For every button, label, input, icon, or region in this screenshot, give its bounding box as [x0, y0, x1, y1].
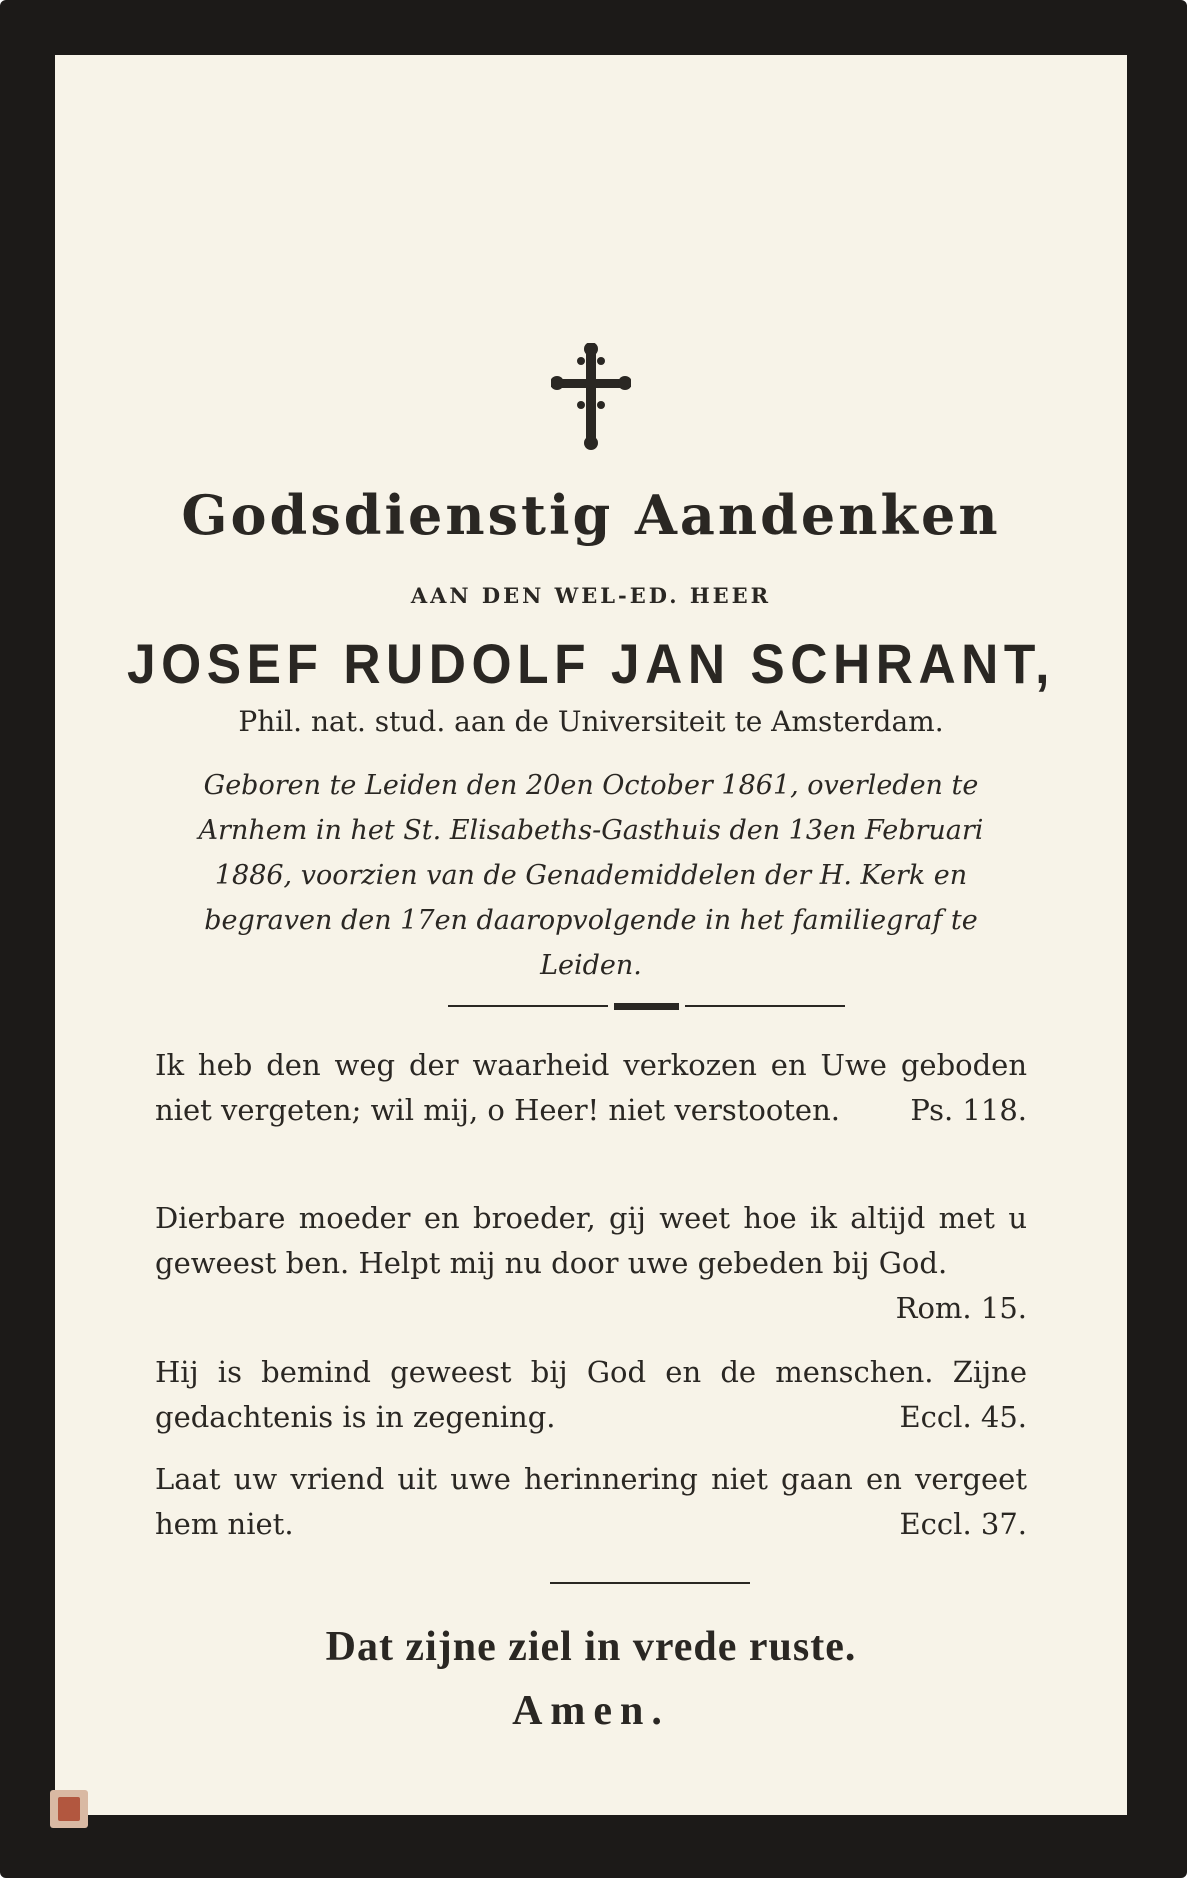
deceased-name: JOSEF RUDOLF JAN SCHRANT, — [126, 632, 1056, 695]
verse-text: Dierbare moeder en broeder, gij weet hoe ik altijd met u geweest ben. Helpt mij nu door uwe gebeden bij God. — [155, 1201, 1027, 1280]
card-title: Godsdienstig Aandenken — [181, 483, 1001, 547]
verse-1 — [155, 1043, 1027, 1133]
verse-reference: Eccl. 37. — [899, 1507, 1027, 1541]
amen-line: Amen. — [512, 1688, 670, 1734]
verse-reference: Rom. 15. — [895, 1291, 1027, 1325]
card-paper — [55, 55, 1127, 1815]
verse-text: Ik heb den weg der waarheid verkozen en Uwe geboden niet vergeten; wil mij, o Heer! niet verstooten. — [155, 1048, 1027, 1127]
archive-stamp-icon — [50, 1790, 88, 1828]
verse-3 — [155, 1350, 1027, 1440]
life-details: Geboren te Leiden den 20en October 1861, overleden te Arnhem in het St. Elisabeths-Gasthuis den 13en Februari 1886, voorzien van de Genademiddelen der H. Kerk en begraven den 17en daaropvolgende in het familiegraf te Leiden. — [198, 770, 984, 981]
verse-text: Laat uw vriend uit uwe herinnering niet gaan en vergeet hem niet. — [155, 1462, 1027, 1541]
cross-icon — [55, 343, 1127, 473]
verse-reference: Eccl. 45. — [899, 1400, 1027, 1434]
verse-text: Hij is bemind geweest bij God en de menschen. Zijne gedachtenis is in zegening. — [155, 1355, 1027, 1434]
study-line: Phil. nat. stud. aan de Universiteit te Amsterdam. — [238, 705, 944, 738]
ornamental-divider — [448, 1003, 845, 1009]
closing-prayer: Dat zijne ziel in vrede ruste. — [325, 1624, 857, 1670]
dedication-line: AAN DEN WEL-ED. HEER — [410, 583, 772, 608]
verse-reference: Ps. 118. — [910, 1093, 1027, 1127]
verse-2 — [155, 1196, 1027, 1331]
verse-4 — [155, 1457, 1027, 1547]
plain-divider — [550, 1582, 750, 1584]
